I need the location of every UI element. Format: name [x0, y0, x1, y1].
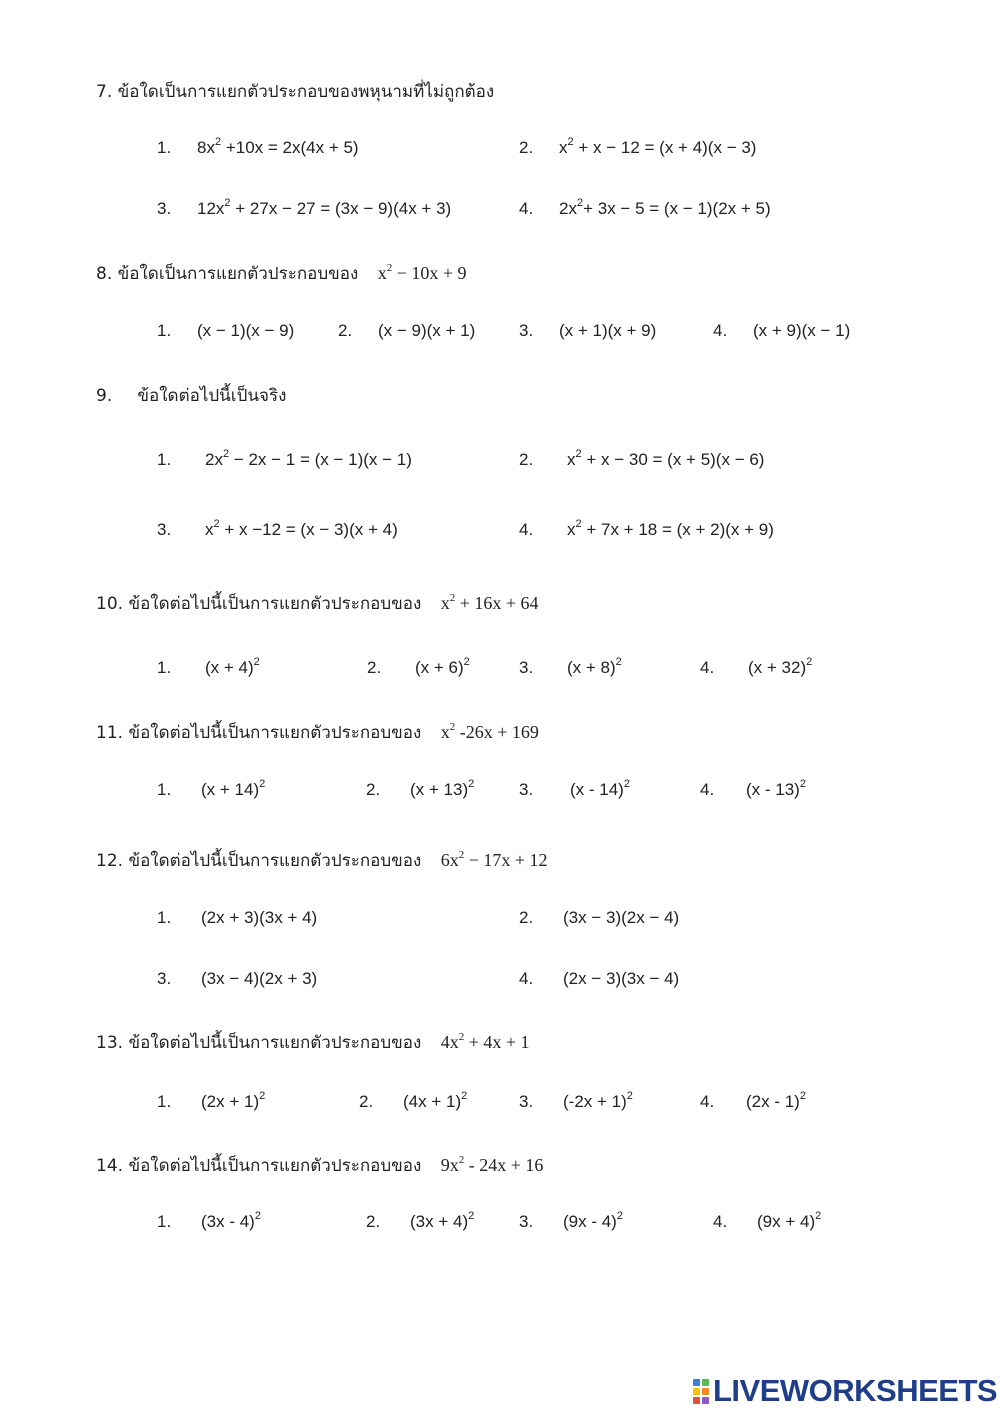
question-expression: $x^2 + 16x + 64$	[440, 592, 539, 613]
liveworksheets-logo[interactable]	[693, 1374, 997, 1408]
question-text: ข้อใดต่อไปนี้เป็นการแยกตัวประกอบของ	[128, 1156, 422, 1176]
question-number: 12.	[96, 851, 124, 871]
option-8-3[interactable]: 3. (x + 1)(x + 9)	[519, 321, 657, 340]
option-12-4[interactable]: 4. (2x − 3)(3x − 4)	[519, 969, 680, 988]
question-11	[96, 719, 539, 746]
option-9-1[interactable]: 1. $2x^2 - 2x - 1 = (x - 1)(x - 1)$	[157, 448, 412, 469]
option-13-1[interactable]: 1. $(2x + 1)^2$	[157, 1090, 266, 1111]
liveworksheets-logo-icon	[693, 1379, 709, 1404]
question-text: ข้อใดเป็นการแยกตัวประกอบของ	[117, 264, 359, 284]
question-text: ข้อใดต่อไปนี้เป็นการแยกตัวประกอบของ	[128, 723, 422, 743]
option-11-4[interactable]: 4. (x - 13)$^2$	[700, 778, 806, 799]
option-7-1[interactable]: 1. $8x^2 +10x = 2x(4x + 5)$	[157, 136, 359, 157]
question-number: 13.	[96, 1033, 124, 1053]
option-14-2[interactable]: 2. $(3x + 4)^2$	[366, 1210, 475, 1231]
question-text: ข้อใดต่อไปนี้เป็นการแยกตัวประกอบของ	[128, 851, 422, 871]
option-14-1[interactable]: 1. (3x - 4)$^2$	[157, 1210, 261, 1231]
option-13-4[interactable]: 4. (2x - 1)$^2$	[700, 1090, 806, 1111]
question-14	[96, 1152, 543, 1179]
option-12-1[interactable]: 1. (2x + 3)(3x + 4)	[157, 908, 318, 927]
question-number: 9.	[96, 386, 113, 406]
question-expression: $9x^2 - 24x + 16$	[440, 1154, 544, 1175]
question-number: 7.	[96, 82, 113, 102]
option-13-3[interactable]: 3. $(-2x + 1)^2$	[519, 1090, 633, 1111]
question-expression: $x^2 - 10x + 9$	[377, 262, 467, 283]
question-13	[96, 1029, 530, 1056]
question-7	[96, 78, 494, 105]
question-number: 14.	[96, 1156, 124, 1176]
option-11-3[interactable]: 3. (x - 14)$^2$	[519, 778, 630, 799]
option-7-3[interactable]: 3. $12x^2 + 27x - 27 = (3x - 9)(4x + 3)$	[157, 197, 452, 218]
option-14-4[interactable]: 4. $(9x + 4)^2$	[713, 1210, 822, 1231]
option-8-2[interactable]: 2. (x − 9)(x + 1)	[338, 321, 476, 340]
question-8	[96, 260, 467, 287]
question-text: ข้อใดต่อไปนี้เป็นการแยกตัวประกอบของ	[128, 594, 422, 614]
question-expression: $x^2$ -26x + 169	[440, 721, 539, 742]
question-number: 8.	[96, 264, 113, 284]
option-10-1[interactable]: 1. $(x + 4)^2$	[157, 656, 260, 677]
option-9-3[interactable]: 3. $x^2 + x -12 = (x - 3)(x + 4)$	[157, 518, 398, 539]
question-text: ข้อใดเป็นการแยกตัวประกอบของพหุนามที่ไม่ถูกต้อง	[117, 82, 495, 102]
question-9	[96, 382, 286, 409]
option-12-2[interactable]: 2. (3x − 3)(2x − 4)	[519, 908, 680, 927]
option-9-2[interactable]: 2. $x^2 + x - 30 = (x + 5)(x - 6)$	[519, 448, 765, 469]
option-10-2[interactable]: 2. $(x + 6)^2$	[367, 656, 470, 677]
option-11-1[interactable]: 1. $(x + 14)^2$	[157, 778, 266, 799]
question-expression: $6x^2 - 17x + 12$	[440, 849, 548, 870]
question-10	[96, 590, 539, 617]
question-expression: $4x^2 + 4x + 1$	[440, 1031, 530, 1052]
logo-text: LIVEWORKSHEETS	[713, 1373, 998, 1408]
option-12-3[interactable]: 3. (3x − 4)(2x + 3)	[157, 969, 318, 988]
question-number: 10.	[96, 594, 124, 614]
question-12	[96, 847, 548, 874]
question-number: 11.	[96, 723, 124, 743]
option-10-3[interactable]: 3. $(x + 8)^2$	[519, 656, 622, 677]
option-7-4[interactable]: 4. $2x^2+ 3x - 5 = (x - 1)(2x + 5)$	[519, 197, 771, 218]
question-text: ข้อใดต่อไปนี้เป็นการแยกตัวประกอบของ	[128, 1033, 422, 1053]
option-9-4[interactable]: 4. $x^2 + 7x + 18 = (x + 2)(x + 9)$	[519, 518, 774, 539]
option-11-2[interactable]: 2. $(x + 13)^2$	[366, 778, 475, 799]
option-7-2[interactable]: 2. $x^2 + x - 12 = (x + 4)(x - 3)$	[519, 136, 757, 157]
option-8-1[interactable]: 1. (x − 1)(x − 9)	[157, 321, 295, 340]
option-14-3[interactable]: 3. (9x - 4)$^2$	[519, 1210, 623, 1231]
option-13-2[interactable]: 2. $(4x + 1)^2$	[359, 1090, 468, 1111]
option-8-4[interactable]: 4. (x + 9)(x − 1)	[713, 321, 851, 340]
option-10-4[interactable]: 4. $(x + 32)^2$	[700, 656, 813, 677]
question-text: ข้อใดต่อไปนี้เป็นจริง	[137, 386, 287, 406]
